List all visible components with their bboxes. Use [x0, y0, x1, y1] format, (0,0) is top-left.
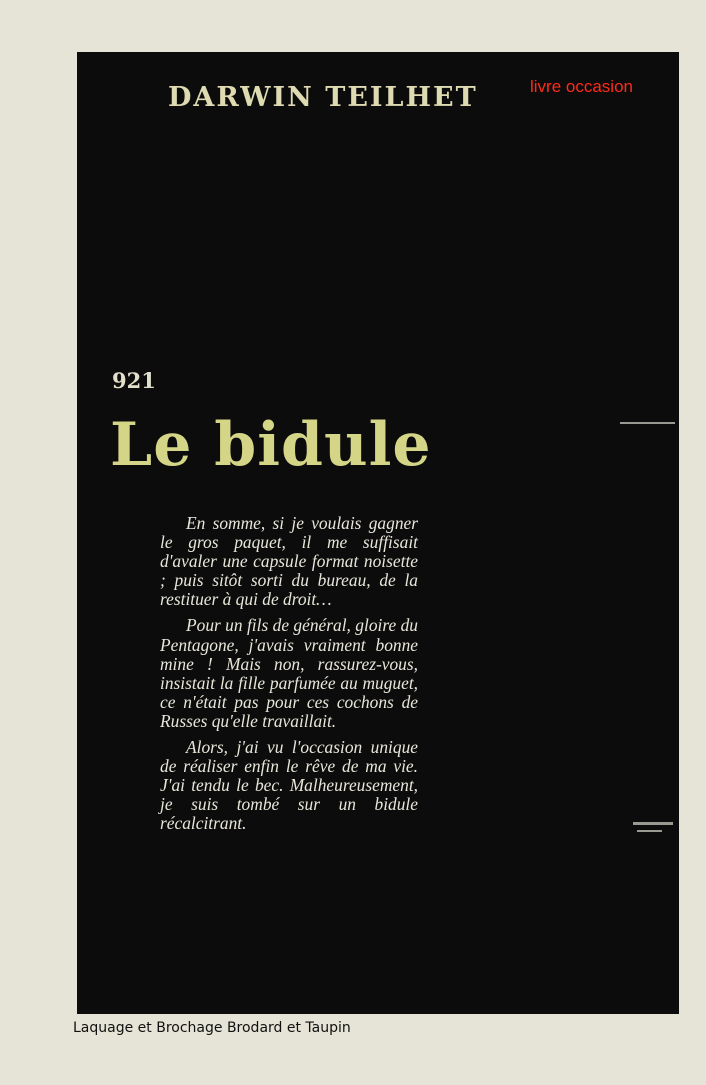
book-title: Le bidule	[110, 410, 432, 480]
wear-mark	[637, 830, 662, 832]
blurb-paragraph: Alors, j'ai vu l'occasion unique de réaliser enfin le rêve de ma vie. J'ai tendu le bec. Malheureusement, je suis tombé sur un bidule récalcitrant.	[160, 737, 418, 834]
wear-mark	[620, 422, 675, 424]
series-number: 921	[112, 368, 156, 393]
author-name: DARWIN TEILHET	[168, 82, 478, 113]
printer-credit: Laquage et Brochage Brodard et Taupin	[73, 1020, 351, 1036]
wear-mark	[633, 822, 673, 825]
blurb-paragraph: Pour un fils de général, gloire du Pentagone, j'avais vraiment bonne mine ! Mais non, rassurez-vous, insistait la fille parfumée au muguet, ce n'était pas pour ces cochons de Russes qu'elle travaillait.	[160, 615, 418, 731]
blurb-paragraph: En somme, si je voulais gagner le gros paquet, il me suffisait d'avaler une capsule format noisette ; puis sitôt sorti du bureau, de la restituer à qui de droit…	[160, 513, 418, 610]
watermark-text: livre occasion	[530, 77, 633, 96]
blurb-text	[160, 514, 418, 841]
